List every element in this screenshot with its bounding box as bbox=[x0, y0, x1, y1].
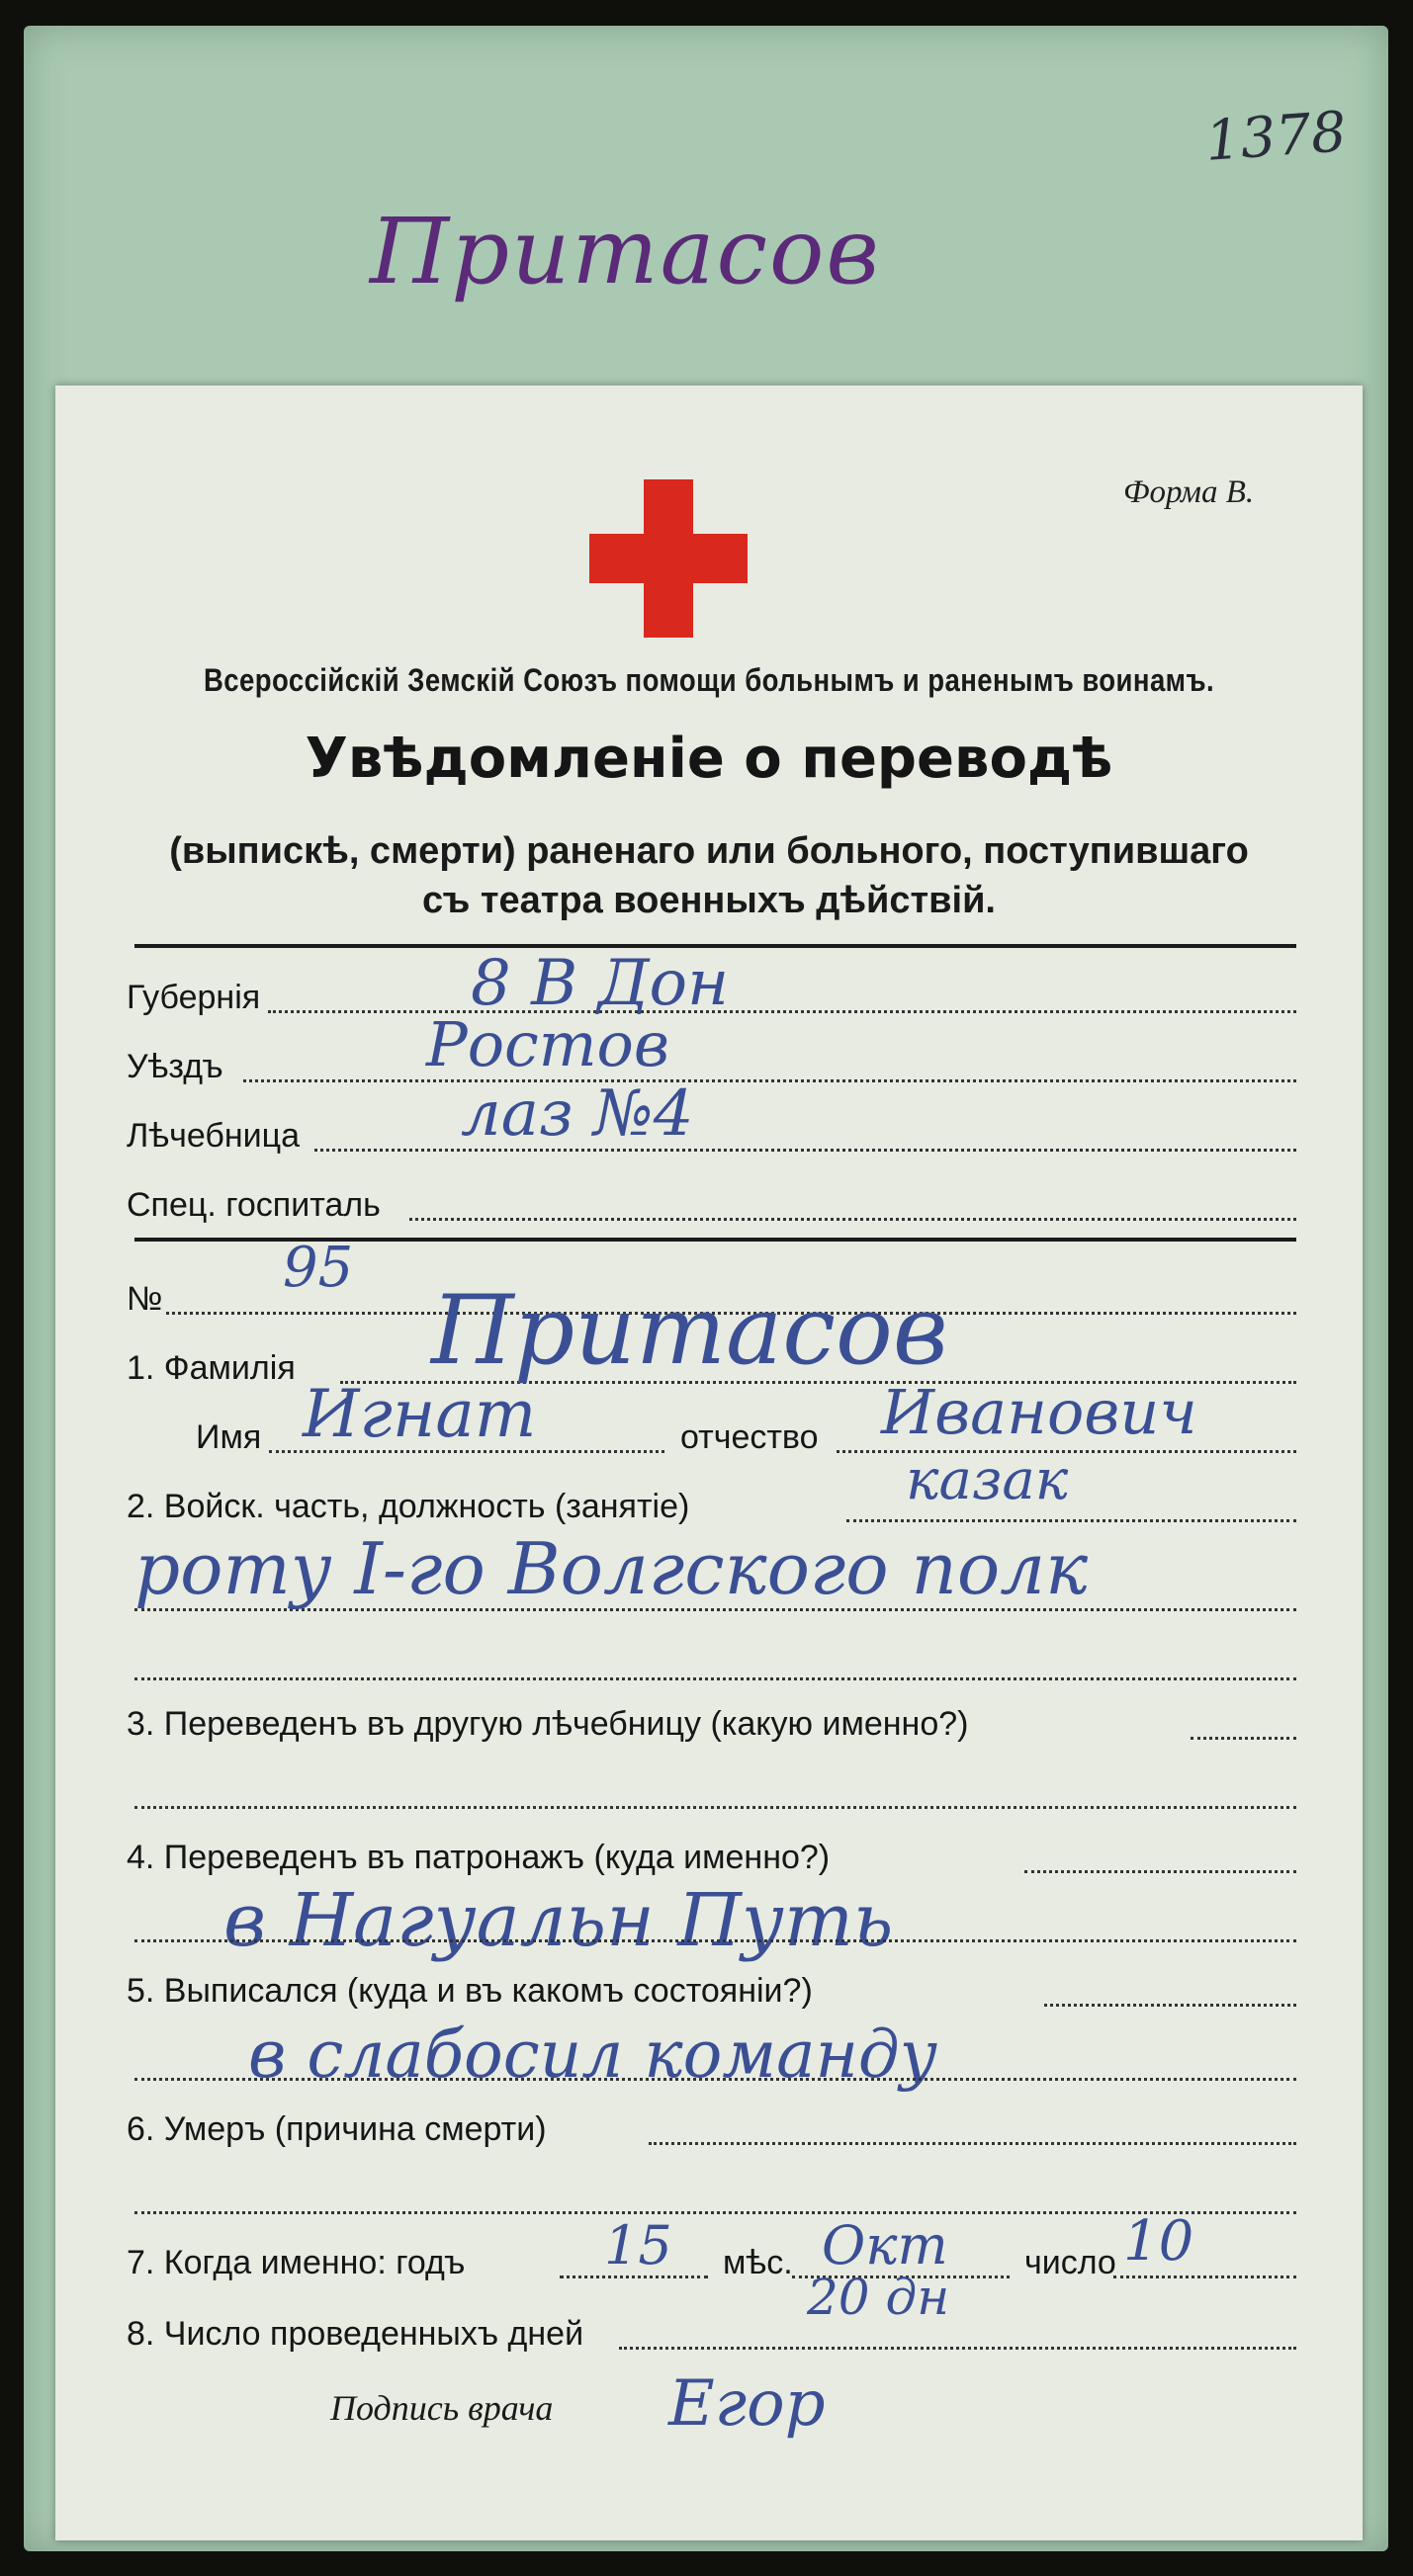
days-spent-label: 8. Число проведенныхъ дней bbox=[127, 2315, 584, 2353]
patronymic-label: отчество bbox=[680, 1418, 819, 1456]
number-value: 95 bbox=[283, 1236, 354, 1300]
patronage-line-2 bbox=[134, 1939, 1296, 1942]
first-name-value: Игнат bbox=[303, 1376, 537, 1452]
unit-line bbox=[846, 1519, 1296, 1522]
died-line bbox=[649, 2142, 1296, 2145]
year-value: 15 bbox=[604, 2214, 672, 2276]
unit-label: 2. Войск. часть, должность (занятіе) bbox=[127, 1488, 690, 1525]
discharged-line bbox=[1044, 2004, 1296, 2007]
died-label: 6. Умеръ (причина смерти) bbox=[127, 2110, 547, 2148]
district-label: Уѣздъ bbox=[127, 1048, 223, 1085]
hospital-value: лаз №4 bbox=[461, 1077, 694, 1151]
discharged-value: в слабосил команду bbox=[248, 2017, 938, 2093]
surname-label: 1. Фамилія bbox=[127, 1349, 296, 1387]
hospital-label: Лѣчебница bbox=[127, 1117, 301, 1155]
days-spent-value: 20 дн bbox=[807, 2269, 950, 2326]
archive-number: 1378 bbox=[1202, 100, 1349, 174]
unit-value-2: роту I-го Волгского полк bbox=[134, 1527, 1089, 1610]
province-value: 8 В Дон bbox=[471, 947, 730, 1020]
special-hospital-label: Спец. госпиталь bbox=[127, 1186, 381, 1224]
notification-form bbox=[55, 386, 1363, 2540]
day-label: число bbox=[1024, 2244, 1116, 2281]
patronymic-value: Иванович bbox=[881, 1376, 1197, 1448]
union-name: Всероссійскій Земскій Союзъ помощи больнымъ и раненымъ воинамъ. bbox=[203, 662, 1215, 698]
district-value: Ростов bbox=[426, 1008, 669, 1080]
unit-value-1: казак bbox=[906, 1448, 1069, 1512]
form-code: Форма В. bbox=[1123, 474, 1255, 510]
discharged-line-2 bbox=[134, 2078, 1296, 2081]
day-line bbox=[1113, 2275, 1296, 2278]
patronage-value: в Нагуальн Путь bbox=[223, 1878, 894, 1963]
month-value: Окт bbox=[822, 2214, 948, 2276]
number-label: № bbox=[127, 1280, 163, 1318]
district-line bbox=[243, 1079, 1296, 1082]
surname-value: Притасов bbox=[431, 1275, 948, 1386]
unit-line-3 bbox=[134, 1677, 1296, 1680]
discharged-label: 5. Выписался (куда и въ какомъ состояніи?) bbox=[127, 1972, 813, 2010]
month-label: мѣс. bbox=[723, 2244, 793, 2281]
special-hospital-line bbox=[409, 1218, 1296, 1221]
doctor-signature-label: Подпись врача bbox=[330, 2388, 554, 2428]
province-line bbox=[268, 1010, 1296, 1013]
patronage-label: 4. Переведенъ въ патронажъ (куда именно?) bbox=[127, 1839, 831, 1876]
form-title: Увѣдомленіе о переводѣ bbox=[305, 727, 1113, 791]
transfer-hospital-line bbox=[1191, 1737, 1296, 1740]
doctor-signature: Егор bbox=[668, 2367, 826, 2441]
died-line-2 bbox=[134, 2211, 1296, 2214]
patronage-line bbox=[1024, 1870, 1296, 1873]
days-spent-line bbox=[619, 2347, 1296, 2350]
transfer-hospital-label: 3. Переведенъ въ другую лѣчебницу (какую именно?) bbox=[127, 1705, 969, 1743]
transfer-hospital-line-2 bbox=[134, 1806, 1296, 1809]
first-name-label: Имя bbox=[196, 1418, 262, 1456]
when-year-label: 7. Когда именно: годъ bbox=[127, 2244, 466, 2281]
day-value: 10 bbox=[1123, 2209, 1194, 2274]
province-label: Губернія bbox=[127, 979, 261, 1016]
form-subtitle-line2: съ театра военныхъ дѣйствій. bbox=[421, 880, 996, 921]
folder-surname-handwritten: Притасов bbox=[370, 199, 881, 304]
red-cross-icon bbox=[589, 479, 748, 638]
form-subtitle-line1: (выпискѣ, смерти) раненаго или больного, поступившаго bbox=[169, 830, 1249, 872]
